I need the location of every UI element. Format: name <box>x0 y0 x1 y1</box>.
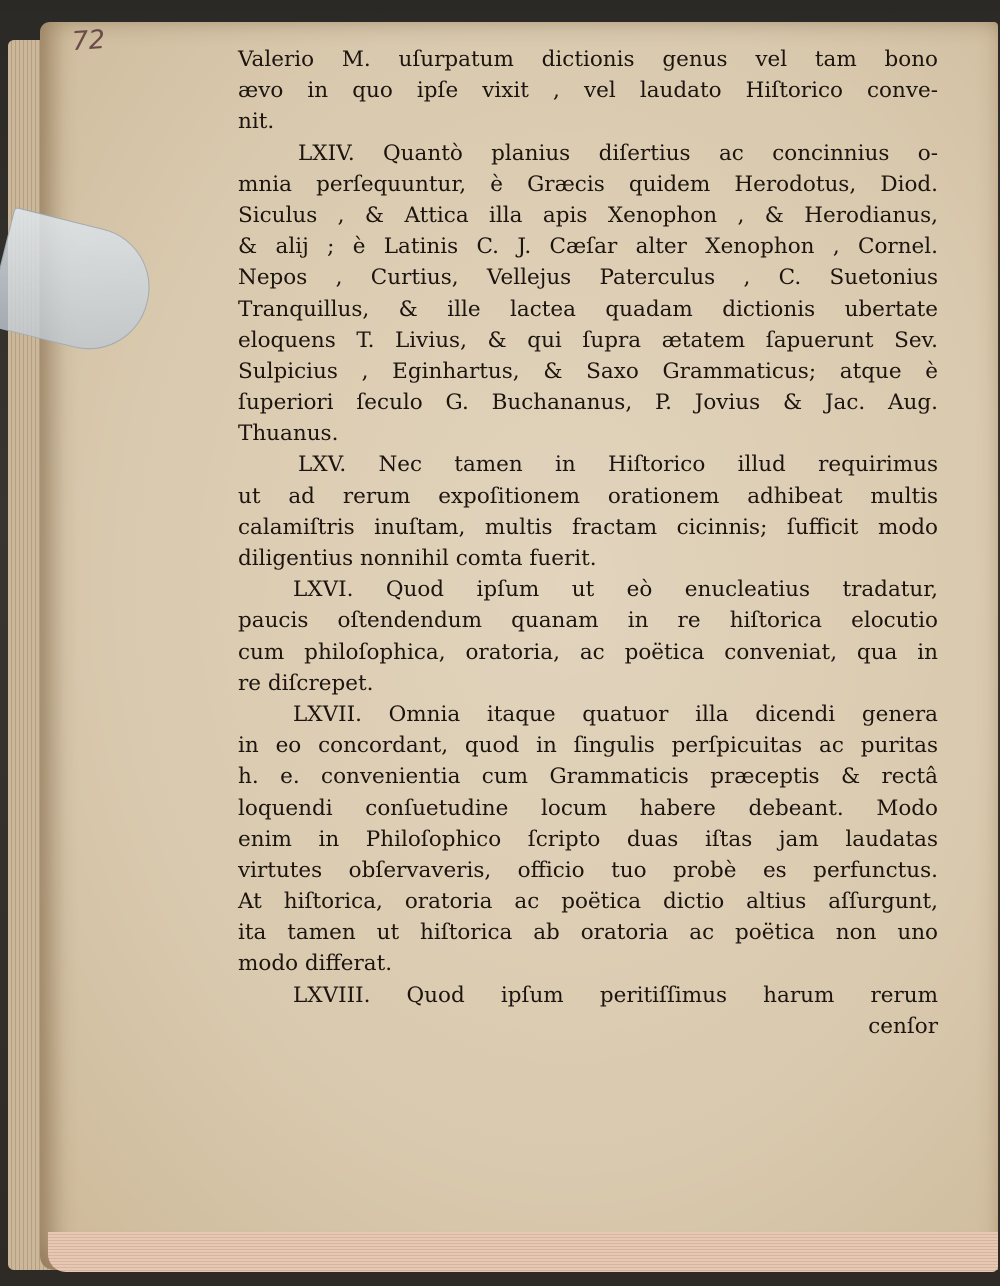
text-line: eloquens T. Livius, & qui ſupra ætatem ſapuerunt Sev. <box>238 327 938 353</box>
text-line: in eo concordant, quod in ſingulis perſpicuitas ac puritas <box>238 733 938 759</box>
text-line: cum philoſophica, oratoria, ac poëtica conveniat, qua in <box>238 639 938 665</box>
text-line: ut ad rerum expoſitionem orationem adhibeat multis <box>238 483 938 509</box>
catchword: cenſor <box>868 1013 938 1039</box>
paragraph-lxiv-start: LXIV. Quantò planius diſertius ac concinnius o- <box>298 140 938 166</box>
text-line: enim in Philoſophico ſcripto duas iſtas jam laudatas <box>238 826 938 852</box>
text-line: mnia perſequuntur, è Græcis quidem Herodotus, Diod. <box>238 171 938 197</box>
page-number: 72 <box>70 24 107 58</box>
text-line: Thuanus. <box>238 421 339 447</box>
paragraph-lxv-start: LXV. Nec tamen in Hiſtorico illud requirimus <box>298 452 938 478</box>
paragraph-lxvi-start: LXVI. Quod ipſum ut eò enucleatius tradatur, <box>293 577 938 603</box>
text-line: nit. <box>238 109 275 135</box>
text-line: loquendi conſuetudine locum habere debeant. Modo <box>238 795 938 821</box>
text-line: calamiſtris inuſtam, multis fractam cicinnis; ſufficit modo <box>238 514 938 540</box>
text-line: Sulpicius , Eginhartus, & Saxo Grammaticus; atque è <box>238 358 938 384</box>
text-line: ævo in quo ipſe vixit , vel laudato Hiſtorico conve- <box>238 78 938 104</box>
text-line: Tranquillus, & ille lactea quadam dictionis ubertate <box>238 296 938 322</box>
text-line: Siculus , & Attica illa apis Xenophon , & Herodianus, <box>238 202 938 228</box>
paragraph-lxvii-start: LXVII. Omnia itaque quatuor illa dicendi genera <box>293 701 938 727</box>
page-bottom-edge <box>48 1232 998 1272</box>
text-line: paucis oſtendendum quanam in re hiſtorica elocutio <box>238 608 938 634</box>
text-line: diligentius nonnihil comta fuerit. <box>238 546 597 571</box>
text-line: & alij ; è Latinis C. J. Cæſar alter Xenophon , Cornel. <box>238 234 938 260</box>
text-line: At hiſtorica, oratoria ac poëtica dictio altius aſſurgunt, <box>238 889 938 915</box>
text-line: modo differat. <box>238 951 393 977</box>
paragraph-lxviii-start: LXVIII. Quod ipſum peritiſſimus harum rerum <box>293 982 938 1008</box>
text-line: ita tamen ut hiſtorica ab oratoria ac poëtica non uno <box>238 920 938 946</box>
text-line: Nepos , Curtius, Vellejus Paterculus , C. Suetonius <box>238 265 938 291</box>
text-line: ſuperiori ſeculo G. Buchananus, P. Jovius & Jac. Aug. <box>238 390 938 416</box>
text-line: h. e. convenientia cum Grammaticis præceptis & rectâ <box>238 764 938 790</box>
body-text <box>238 44 938 1042</box>
text-line: virtutes obſervaveris, officio tuo probè es perfunctus. <box>238 857 938 883</box>
text-line: re diſcrepet. <box>238 670 374 696</box>
text-line: Valerio M. uſurpatum dictionis genus vel tam bono <box>238 47 938 72</box>
